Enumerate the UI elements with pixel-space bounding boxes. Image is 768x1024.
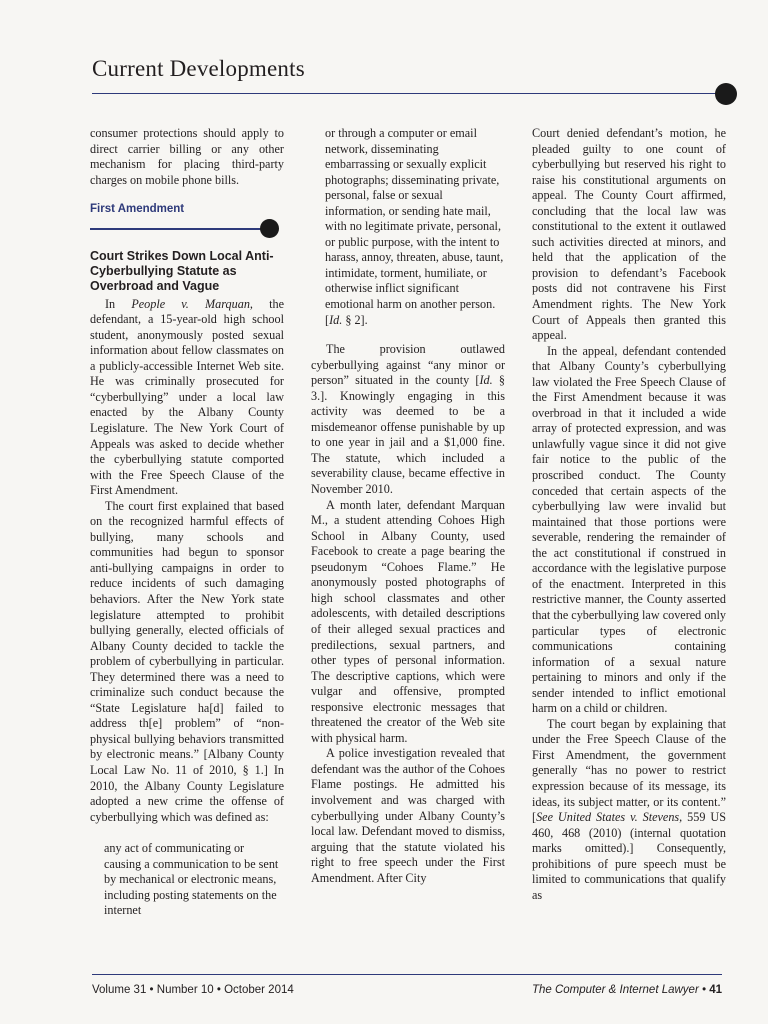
section-rule bbox=[90, 219, 284, 239]
column-1 bbox=[90, 126, 284, 919]
paragraph bbox=[532, 717, 726, 904]
block-quote bbox=[90, 841, 284, 919]
citation: See United States v. Stevens, bbox=[536, 810, 683, 825]
section-label: First Amendment bbox=[90, 203, 185, 216]
quote-text: any act of communicating or causing a communication to be sent by mechanical or electronic means, including posting statements on the internet bbox=[104, 841, 279, 918]
paragraph: In People v. Marquan, the defendant, a 15-year-old high school student, anonymously posted sexual information about fellow classmates on a publicly-accessible Internet Web site. He was criminally prosecuted for “cyberbullying” under a local law enacted by the Albany County Legislature. The New York Court of Appeals was asked to decide whether the cyberbullying statute comported with the Free Speech Clause of the First Amendment. bbox=[90, 296, 285, 498]
block-quote-continued bbox=[311, 126, 505, 328]
paragraph: consumer protections should apply to direct carrier billing or any other mechanism for placing third-party charges on mobile phone bills. bbox=[90, 126, 284, 187]
citation: Id. bbox=[479, 373, 493, 388]
header-rule bbox=[92, 93, 722, 94]
quote-text-body: or through a computer or email network, disseminating embarrassing or sexually explicit photographs; disseminating private, personal, false or sexual information, or sending hate mail, with no legitimate private, personal, or public purpose, with the intent to harass, annoy, threaten, abuse, taunt, intimidate, torment, humiliate, or otherwise inflict significant emotional harm on another person. [ bbox=[325, 126, 504, 327]
paragraph-text: The court began by explaining that under the Free Speech Clause of the First Amendment, the government generally “has no power to restrict expression because of its message, its ideas, its subject matter, or its content.” [ bbox=[532, 716, 726, 825]
page-header-title: Current Developments bbox=[92, 56, 305, 81]
publication-name: The Computer & Internet Lawyer • bbox=[531, 984, 710, 996]
paragraph: The court first explained that based on the recognized harmful effects of bullying, many schools and communities had begun to sponsor anti-bullying campaigns in order to reduce incidents of such damaging behaviors. After the New York state legislature attempted to prohibit bullying generally, elected officials of Albany County decided to tackle the problem of cyberbullying in particular. They determined there was a need to criminalize such conduct because the “State Legislature ha[d] failed to address th[e] problem” of “non-physical bullying behaviors transmitted by electronic means.” [Albany County Local Law No. 11 of 2010, § 1.] In 2010, the Albany County Legislature adopted a new crime the offense of cyberbullying which was defined as: bbox=[90, 498, 284, 824]
paragraph: In the appeal, defendant contended that Albany County’s cyberbullying law violated the Free Speech Clause of the First Amendment because it was overbroad in that it included a wide array of protected expression, and was unlawfully vague since it did not give fair notice to the public of the proscribed conduct. The County conceded that certain aspects of the cyberbullying law were invalid but maintained that those portions were severable, rendering the remainder of the act constitutional if construed in accordance with the legislative purpose of the enactment. Interpreted in this restrictive manner, the County asserted that the cyberbullying law covered only particular types of electronic communications containing information of a sexual nature pertaining to minors and only if the sender intended to inflict emotional harm on a child or children. bbox=[532, 343, 726, 716]
column-3 bbox=[532, 126, 726, 903]
header-dot-ornament bbox=[715, 83, 737, 105]
section-dot-ornament bbox=[260, 219, 279, 238]
footer-publication bbox=[532, 984, 722, 996]
paragraph-text: 559 US 460, 468 (2010) (internal quotation marks omitted).] Consequently, prohibitions of pure speech must be limited to communications that qualify as bbox=[532, 810, 726, 902]
footer-issue-info: Volume 31 • Number 10 • October 2014 bbox=[92, 984, 294, 996]
paragraph-text: § 3.]. Knowingly engaging in this activity was deemed to be a misdemeanor offense punishable by up to one year in jail and a $1,000 fine. The statute, which included a severability clause, became effective in November 2010. bbox=[311, 373, 505, 497]
citation: Id. bbox=[329, 312, 343, 327]
paragraph bbox=[311, 342, 505, 497]
case-name: People v. Marquan, bbox=[131, 296, 253, 311]
paragraph: Court denied defendant’s motion, he pleaded guilty to one count of cyberbullying but reserved his right to raise his constitutional arguments on appeal. The County Court affirmed, concluding that the local law was constitutional to the extent it outlawed such activities directed at minors, and held that the application of the provision to defendant’s Facebook posts did not contravene his First Amendment rights. The New York Court of Appeals then granted this appeal. bbox=[532, 126, 726, 343]
paragraph: A month later, defendant Marquan M., a student attending Cohoes High School in Albany County, used Facebook to create a page bearing the pseudonym “Cohoes Flame.” He anonymously posted photographs of high school classmates and other adolescents, with detailed descriptions of their alleged sexual practices and predilections, sexual partners, and other types of personal information. The descriptive captions, which were vulgar and offensive, prompted responsive electronic messages that threatened the creator of the Web site with physical harm. bbox=[311, 497, 505, 745]
paragraph: A police investigation revealed that defendant was the author of the Cohoes Flame postings. He admitted his involvement and was charged with cyberbullying under Albany County’s local law. Defendant moved to dismiss, arguing that the statute violated his right to free speech under the First Amendment. After City bbox=[311, 746, 505, 885]
section-rule-line bbox=[90, 228, 270, 230]
paragraph-text: The provision outlawed cyberbullying against “any minor or person” situated in the county [ bbox=[311, 342, 505, 388]
quote-text bbox=[325, 126, 505, 328]
page-number: 41 bbox=[709, 984, 722, 996]
paragraph-text: the defendant, a 15-year-old high school student, anonymously posted sexual information about fellow classmates on a publicly-accessible Internet Web site. He was criminally prosecuted for “cyberbullying” under a local law enacted by the Albany County Legislature. The New York Court of Appeals was asked to decide whether the cyberbullying statute comported with the Free Speech Clause of the First Amendment. bbox=[90, 296, 285, 498]
footer-rule bbox=[92, 974, 722, 975]
column-2 bbox=[311, 126, 505, 886]
article-heading: Court Strikes Down Local Anti-Cyberbullying Statute as Overbroad and Vague bbox=[90, 248, 274, 294]
quote-text-end: § 2]. bbox=[342, 312, 368, 327]
